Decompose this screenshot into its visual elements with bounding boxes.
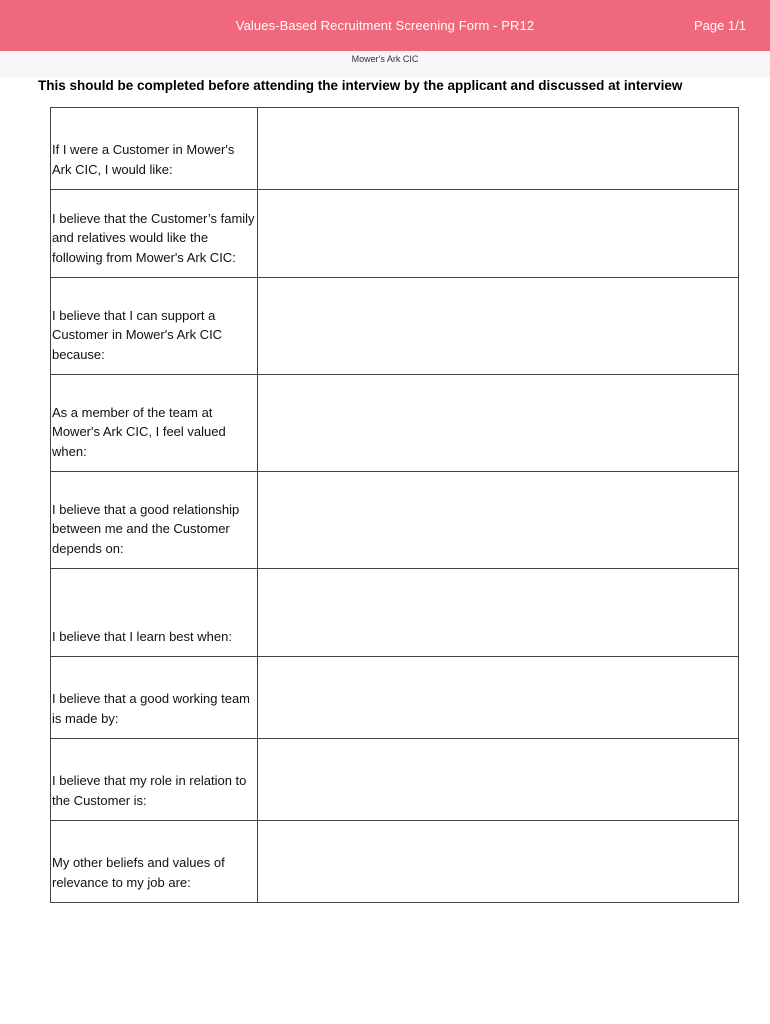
question-label: If I were a Customer in Mower's Ark CIC, I would like: [51,108,258,190]
form-row [51,190,739,278]
form-row [51,569,739,657]
header-bar [0,0,770,51]
page-indicator: Page 1/1 [693,18,746,33]
question-label: I believe that a good relationship between me and the Customer depends on: [51,472,258,569]
question-label: I believe that the Customer’s family and relatives would like the following from Mower's Ark CIC: [51,190,258,278]
question-label: I believe that I can support a Customer in Mower's Ark CIC because: [51,278,258,375]
question-label: I believe that a good working team is made by: [51,657,258,739]
question-label: As a member of the team at Mower's Ark CIC, I feel valued when: [51,375,258,472]
form-row [51,472,739,569]
form-row [51,739,739,821]
question-label: I believe that my role in relation to the Customer is: [51,739,258,821]
answer-field[interactable] [258,108,739,190]
organization-header [0,51,770,77]
document-title: Values-Based Recruitment Screening Form - PR12 [235,18,535,33]
screening-form-table [50,107,739,903]
question-label: My other beliefs and values of relevance to my job are: [51,821,258,903]
answer-field[interactable] [258,278,739,375]
instructions-text: This should be completed before attending the interview by the applicant and discussed at interview [38,78,683,93]
form-row [51,278,739,375]
form-row [51,657,739,739]
answer-field[interactable] [258,821,739,903]
answer-field[interactable] [258,569,739,657]
answer-field[interactable] [258,739,739,821]
answer-field[interactable] [258,472,739,569]
answer-field[interactable] [258,657,739,739]
organization-name: Mower's Ark CIC [351,54,419,64]
form-row [51,108,739,190]
form-row [51,375,739,472]
answer-field[interactable] [258,375,739,472]
form-row [51,821,739,903]
question-label: I believe that I learn best when: [51,569,258,657]
answer-field[interactable] [258,190,739,278]
